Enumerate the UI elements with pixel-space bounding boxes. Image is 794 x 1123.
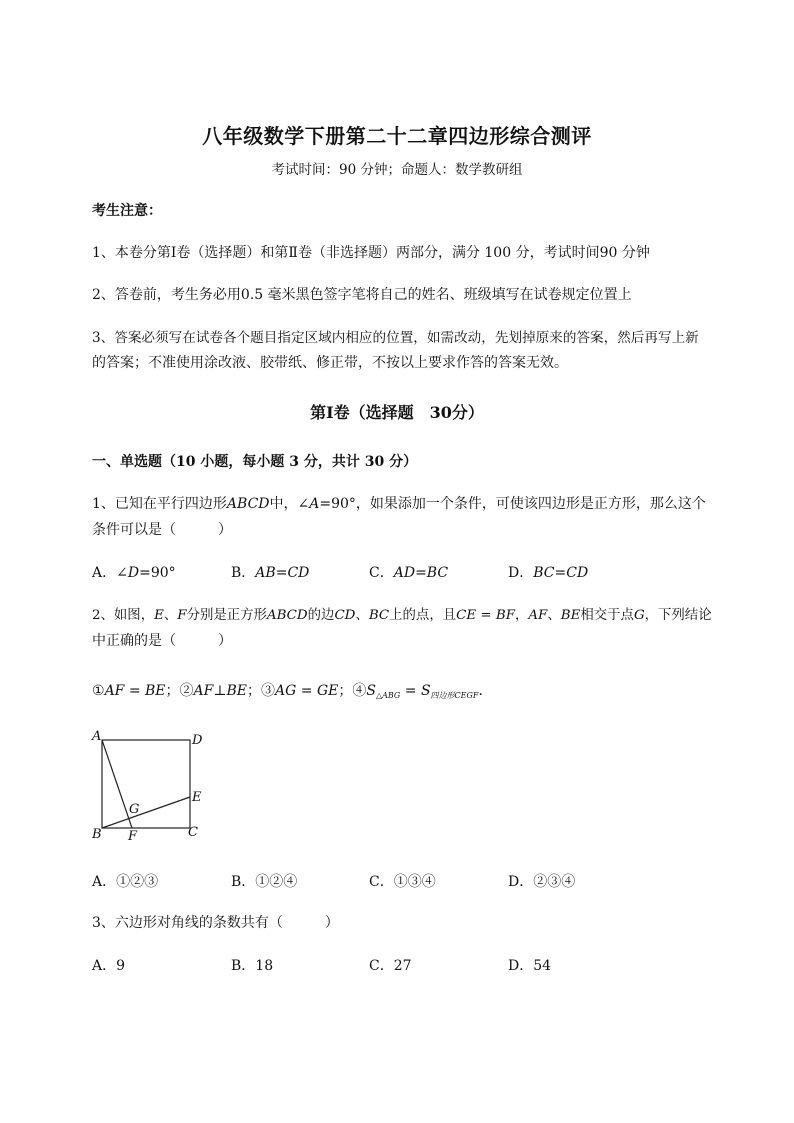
option-text: ①②④ [255, 874, 298, 890]
option-math: AD [393, 565, 416, 581]
option-text: =90° [139, 565, 176, 581]
q2-math: BE [560, 608, 581, 623]
q3-option-d[interactable] [508, 955, 551, 975]
option-label: B． [231, 958, 256, 974]
note-item-2: 2、答卷前，考生务必用0.5 毫米黑色签字笔将自己的姓名、班级填写在试卷规定位置上 [92, 287, 632, 303]
label-e: E [192, 790, 202, 805]
option-text: 54 [533, 958, 552, 974]
label-c: C [188, 825, 198, 840]
q2-option-c[interactable] [369, 871, 436, 891]
option-label: C． [369, 958, 394, 974]
q2-math: ABCD [266, 608, 308, 623]
conclusion-math: AF⊥BE [193, 683, 248, 699]
q2-text: 上的点，且 [389, 608, 457, 623]
conclusion-subscript: △ABG [375, 691, 401, 700]
q2-math: CE = BF [456, 608, 515, 623]
square-abcd [102, 740, 190, 828]
q1-math: ABCD [226, 496, 270, 512]
q1-text: =90°，如果添加一个条件，可使该四边形是正方形，那么这个 [319, 496, 706, 512]
note-item-3-line-1: 3、答案必须写在试卷各个题目指定区域内相应的位置，如需改动，先划掉原来的答案，然后再写上新 [92, 330, 699, 346]
option-math: BC [426, 565, 449, 581]
q2-math: BC [368, 608, 390, 623]
q1-option-c[interactable] [369, 562, 448, 582]
part-title: 一、单选题（10 小题，每小题 3 分，共计 30 分） [92, 454, 418, 470]
q2-math: F [177, 608, 187, 623]
q2-math: E [154, 608, 164, 623]
conclusion-math: = S [400, 683, 431, 699]
q3-option-b[interactable] [231, 955, 273, 975]
option-text: ①②③ [116, 874, 159, 890]
q2-text: 分别是正方形 [186, 608, 267, 623]
option-text: 18 [255, 958, 274, 974]
q2-math: CD [334, 608, 356, 623]
square-figure [88, 728, 218, 848]
conclusion-marker: ；④ [338, 683, 367, 699]
q1-option-b[interactable] [231, 562, 309, 582]
section-title: 第Ⅰ卷（选择题 30分） [310, 403, 484, 422]
option-label: A． [92, 565, 117, 581]
question-1-line-1 [92, 493, 706, 513]
q2-text: ，下列结论 [644, 608, 712, 623]
q3-option-c[interactable] [369, 955, 412, 975]
option-label: C． [369, 565, 394, 581]
q1-option-d[interactable] [508, 562, 588, 582]
label-b: B [92, 827, 102, 842]
conclusion-marker: ① [92, 683, 105, 699]
option-text: = [554, 565, 567, 581]
page-subtitle: 考试时间：90 分钟；命题人：数学教研组 [271, 162, 523, 178]
label-f: F [128, 829, 138, 844]
q2-math: AF [528, 608, 548, 623]
conclusion-math: AF = BE [104, 683, 166, 699]
option-math: BC [533, 565, 555, 581]
note-item-1: 1、本卷分第Ⅰ卷（选择题）和第Ⅱ卷（非选择题）两部分，满分 100 分，考试时间90 分钟 [92, 245, 650, 261]
option-label: A． [92, 958, 117, 974]
notes-heading: 考生注意： [92, 203, 162, 219]
conclusion-math: S [366, 683, 376, 699]
option-label: D． [508, 874, 534, 890]
q1-option-a[interactable] [92, 562, 176, 582]
conclusion-end: ． [478, 683, 493, 699]
q3-option-a[interactable] [92, 955, 125, 975]
page-title: 八年级数学下册第二十二章四边形综合测评 [202, 124, 592, 148]
option-text: ∠ [116, 565, 128, 581]
option-text: ②③④ [533, 874, 576, 890]
conclusion-math: AG = GE [275, 683, 339, 699]
q2-text: 、 [355, 608, 369, 623]
option-label: C． [369, 874, 394, 890]
label-a: A [92, 729, 102, 744]
segment-af [102, 740, 132, 828]
option-text: ①③④ [393, 874, 436, 890]
note-item-3-line-2: 的答案；不准使用涂改液、胶带纸、修正带，不按以上要求作答的答案无效。 [92, 355, 568, 371]
q1-text: 1、已知在平行四边形 [92, 496, 227, 512]
q2-text: 、 [163, 608, 178, 623]
option-math: CD [566, 565, 589, 581]
option-label: D． [508, 565, 534, 581]
question-2-line-2: 中正确的是（ ） [92, 633, 232, 649]
conclusion-subscript: 四边形CEGF [430, 691, 479, 700]
label-d: D [192, 733, 203, 748]
q2-math: G [633, 608, 645, 623]
q2-text: 的边 [307, 608, 335, 623]
q2-option-a[interactable] [92, 871, 158, 891]
option-text: 9 [116, 958, 126, 974]
option-text: = [415, 565, 427, 581]
option-math: AB [255, 565, 276, 581]
option-label: D． [508, 958, 534, 974]
option-label: B． [231, 874, 256, 890]
option-label: A． [92, 874, 117, 890]
question-2-line-1 [92, 604, 712, 623]
q2-text: 2、如图， [92, 608, 155, 623]
option-text: 27 [393, 958, 412, 974]
q2-option-b[interactable] [231, 871, 297, 891]
option-text: = [275, 565, 288, 581]
label-g: G [129, 802, 140, 817]
option-math: CD [287, 565, 310, 581]
option-math: D [127, 565, 140, 581]
question-1-line-2: 条件可以是（ ） [92, 522, 232, 538]
question-3-line-1: 3、六边形对角线的条数共有（ ） [92, 915, 339, 931]
q1-text: 中，∠ [269, 496, 310, 512]
option-label: B． [231, 565, 256, 581]
q2-text: 相交于点 [580, 608, 634, 623]
conclusion-marker: ；② [165, 683, 194, 699]
q2-option-d[interactable] [508, 871, 575, 891]
conclusion-marker: ；③ [247, 683, 276, 699]
q2-text: ， [515, 608, 529, 623]
q2-text: 、 [547, 608, 561, 623]
question-2-conclusions [92, 680, 492, 701]
q1-math: A [309, 496, 320, 512]
segment-be [102, 797, 190, 828]
